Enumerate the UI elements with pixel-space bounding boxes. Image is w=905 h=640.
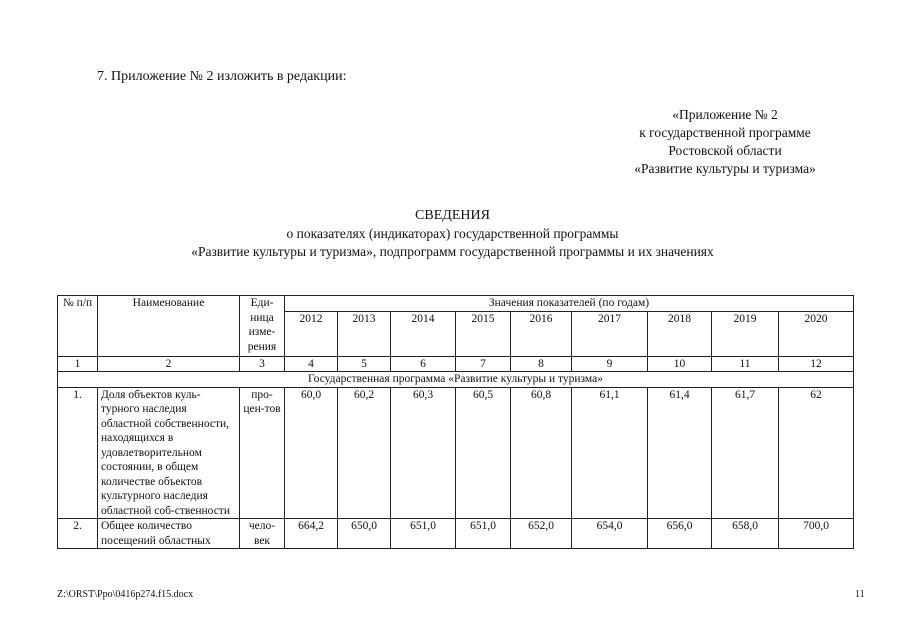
row-value: 60,3 <box>391 387 456 519</box>
footer-file-path: Z:\ORST\Ppo\0416p274.f15.docx <box>57 589 194 600</box>
table-row <box>58 387 854 519</box>
header-year: 2019 <box>712 311 779 356</box>
row-value: 60,8 <box>511 387 572 519</box>
header-year: 2013 <box>338 311 391 356</box>
intro-text: 7. Приложение № 2 изложить в редакции: <box>97 69 347 84</box>
header-number: № п/п <box>58 296 98 357</box>
document-subtitle-line: о показателях (индикаторах) государственной программы <box>286 226 619 241</box>
column-number: 2 <box>98 356 240 372</box>
column-number: 10 <box>648 356 712 372</box>
row-value: 654,0 <box>572 519 648 549</box>
header-unit: Еди-ница изме-рения <box>240 296 285 357</box>
row-value: 61,7 <box>712 387 779 519</box>
table-header-row <box>58 296 854 312</box>
row-value: 664,2 <box>285 519 338 549</box>
row-unit: про-цен-тов <box>240 387 285 519</box>
row-value: 700,0 <box>779 519 854 549</box>
row-value: 60,5 <box>456 387 511 519</box>
row-value: 651,0 <box>456 519 511 549</box>
row-value: 61,1 <box>572 387 648 519</box>
header-year: 2018 <box>648 311 712 356</box>
column-number: 11 <box>712 356 779 372</box>
appendix-line: Ростовской области <box>668 143 782 158</box>
row-number: 1. <box>58 387 98 519</box>
row-number: 2. <box>58 519 98 549</box>
column-number: 6 <box>391 356 456 372</box>
appendix-line: к государственной программе <box>639 125 811 140</box>
row-value: 62 <box>779 387 854 519</box>
column-number: 1 <box>58 356 98 372</box>
indicators-table <box>57 295 854 549</box>
appendix-line: «Приложение № 2 <box>672 107 778 122</box>
column-number: 12 <box>779 356 854 372</box>
row-unit: чело-век <box>240 519 285 549</box>
row-value: 60,2 <box>338 387 391 519</box>
row-value: 656,0 <box>648 519 712 549</box>
document-subtitle-line: «Развитие культуры и туризма», подпрограмм государственной программы и их значениях <box>191 244 714 259</box>
row-value: 651,0 <box>391 519 456 549</box>
table-row <box>58 519 854 549</box>
row-value: 652,0 <box>511 519 572 549</box>
header-year: 2016 <box>511 311 572 356</box>
header-name: Наименование <box>98 296 240 357</box>
row-value: 61,4 <box>648 387 712 519</box>
header-values-group: Значения показателей (по годам) <box>285 296 854 312</box>
column-number-row <box>58 356 854 372</box>
document-title: СВЕДЕНИЯ <box>415 208 490 223</box>
header-year: 2014 <box>391 311 456 356</box>
column-number: 5 <box>338 356 391 372</box>
appendix-line: «Развитие культуры и туризма» <box>634 161 816 176</box>
header-year: 2012 <box>285 311 338 356</box>
column-number: 3 <box>240 356 285 372</box>
header-year: 2015 <box>456 311 511 356</box>
section-row <box>58 372 854 388</box>
header-year: 2020 <box>779 311 854 356</box>
column-number: 9 <box>572 356 648 372</box>
row-value: 650,0 <box>338 519 391 549</box>
section-title: Государственная программа «Развитие культуры и туризма» <box>58 372 854 388</box>
column-number: 7 <box>456 356 511 372</box>
row-name: Доля объектов куль-турного наследия областной собственности, находящихся в удовлетворительном состоянии, в общем количестве объектов культурного наследия областной соб-ственности <box>98 387 240 519</box>
row-value: 658,0 <box>712 519 779 549</box>
header-year: 2017 <box>572 311 648 356</box>
column-number: 8 <box>511 356 572 372</box>
column-number: 4 <box>285 356 338 372</box>
row-value: 60,0 <box>285 387 338 519</box>
page-number: 11 <box>855 589 865 600</box>
row-name: Общее количество посещений областных <box>98 519 240 549</box>
